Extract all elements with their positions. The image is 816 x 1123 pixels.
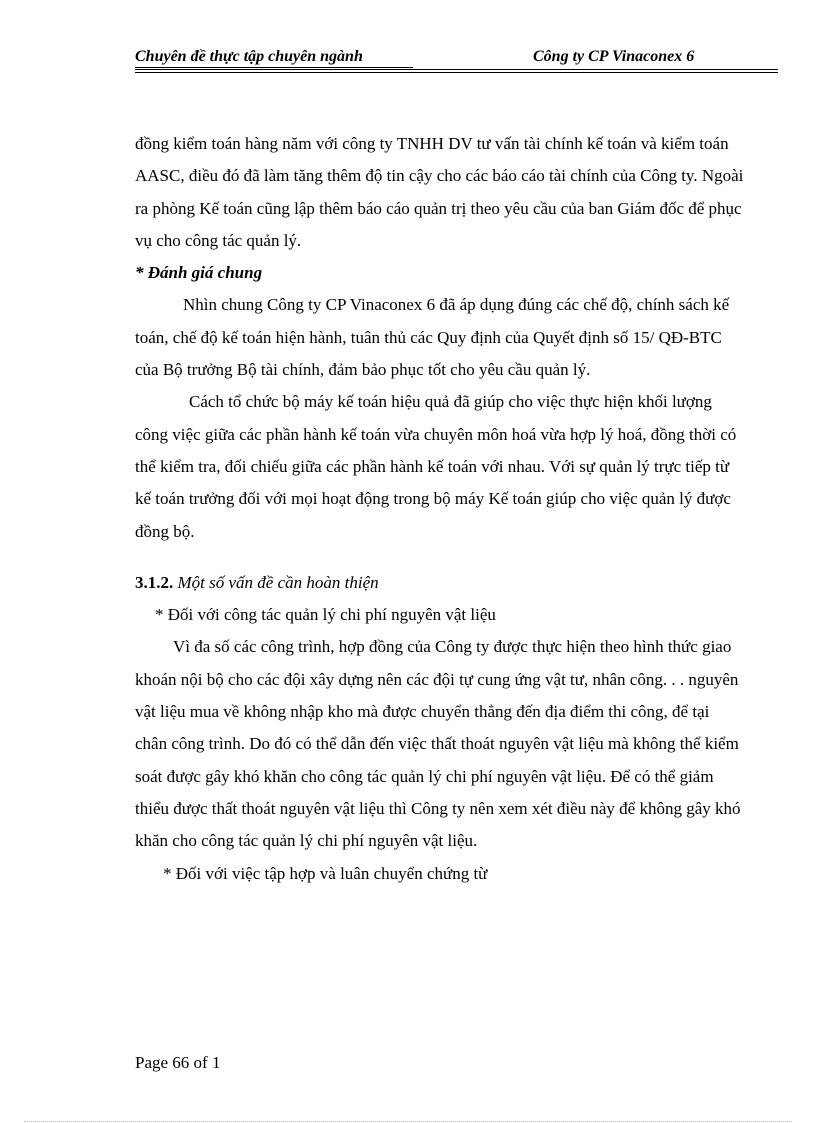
paragraph-compliance: Nhìn chung Công ty CP Vinaconex 6 đã áp dụng đúng các chế độ, chính sách kế toán, chế độ kế toán hiện hành, tuân thủ các Quy định của Quyết định số 15/ QĐ-BTC của Bộ trưởng Bộ tài chính, đảm bảo phục tốt cho yêu cầu quản lý. xyxy=(135,295,730,380)
subheading-documents: * Đối với việc tập hợp và luân chuyển chứng từ xyxy=(163,863,488,883)
heading-general-assessment: * Đánh giá chung xyxy=(135,263,263,283)
header-document-title: Chuyên đề thực tập chuyên ngành xyxy=(135,48,363,65)
section-title: Một số vấn đề cần hoàn thiện xyxy=(177,572,379,592)
paragraph-organization: Cách tổ chức bộ máy kế toán hiệu quả đã giúp cho việc thực hiện khối lượng công việc giữa các phần hành kế toán vừa chuyên môn hoá vừa hợp lý hoá, đồng thời có thể kiểm tra, đối chiếu giữa các phần hành kế toán với nhau. Với sự quản lý trực tiếp từ kế toán trưởng đối với mọi hoạt động trong bộ máy Kế toán giúp cho việc quản lý được đồng bộ. xyxy=(135,392,737,541)
paragraph-material-cost: Vì đa số các công trình, hợp đồng của Công ty được thực hiện theo hình thức giao khoán nội bộ cho các đội xây dựng nên các đội tự cung ứng vật tư, nhân công. . . nguyên vật liệu mua về không nhập kho mà được chuyển thẳng đến địa điểm thi công, để tại chân công trình. Do đó có thể dẫn đến việc thất thoát nguyên vật liệu mà không thể kiểm soát được gây khó khăn cho công tác quản lý chi phí nguyên vật liệu. Để có thể giảm thiểu được thất thoát nguyên vật liệu thì Công ty nên xem xét điều này để không gây khó khăn cho công tác quản lý chi phí nguyên vật liệu. xyxy=(135,637,741,851)
header-title-underline xyxy=(135,67,413,68)
page-body xyxy=(135,128,745,890)
page-bottom-edge xyxy=(24,1121,792,1122)
header-rule xyxy=(135,69,778,70)
section-heading xyxy=(135,567,745,599)
section-number: 3.1.2. xyxy=(135,572,174,592)
page-header xyxy=(135,48,778,72)
page-number: Page 66 of 1 xyxy=(135,1053,221,1072)
header-rule-double xyxy=(135,72,778,73)
subheading-material-cost: * Đối với công tác quản lý chi phí nguyên vật liệu xyxy=(155,605,496,625)
paragraph-audit: đồng kiểm toán hàng năm với công ty TNHH DV tư vấn tài chính kế toán và kiểm toán AASC, điều đó đã làm tăng thêm độ tin cậy cho các báo cáo tài chính của Công ty. Ngoài ra phòng Kế toán cũng lập thêm báo cáo quản trị theo yêu cầu của ban Giám đốc để phục vụ cho công tác quản lý. xyxy=(135,134,744,250)
header-company-name: Công ty CP Vinaconex 6 xyxy=(533,48,695,65)
